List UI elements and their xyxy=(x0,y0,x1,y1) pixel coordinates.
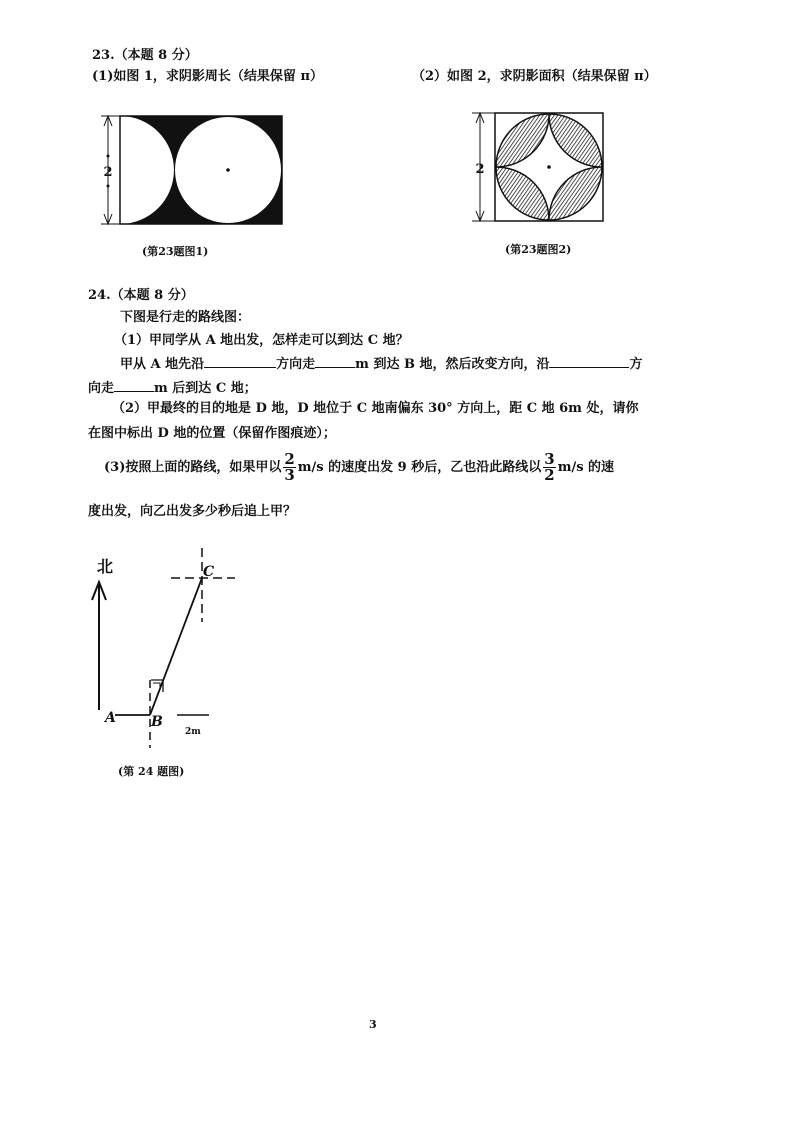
q24-intro: 下图是行走的路线图： xyxy=(120,310,251,325)
q24-p3-text-b: m/s 的速度出发 9 秒后，乙也沿此路线以 xyxy=(297,460,542,475)
point-a-label: A xyxy=(105,710,116,726)
north-label: 北 xyxy=(97,557,114,576)
fraction-two-thirds xyxy=(283,452,295,483)
point-c-label: C xyxy=(203,564,215,580)
page-number: 3 xyxy=(369,1018,377,1031)
q23-figure-1 xyxy=(95,108,290,233)
scale-label: 2m xyxy=(185,727,201,737)
q24-p1-text-a: 甲从 A 地先沿 xyxy=(120,357,205,372)
q23-fig1-caption: (第23题图1) xyxy=(142,245,209,258)
q24-p1-text-b: 方向走 xyxy=(276,357,316,372)
direction-blank-1[interactable] xyxy=(204,354,276,368)
q24-part2-line1: （2）甲最终的目的地是 D 地，D 地位于 C 地南偏东 30° 方向上，距 C 地 6m 处，请你 xyxy=(112,401,639,416)
q24-part1-question: （1）甲同学从 A 地出发，怎样走可以到达 C 地？ xyxy=(114,333,409,348)
fraction-three-halves xyxy=(543,452,555,483)
q24-p1-text-d: 方 xyxy=(629,357,643,372)
q24-p1-text-f: m 后到达 C 地； xyxy=(154,381,257,396)
q23-fig2-caption: (第23题图2) xyxy=(505,243,572,256)
q24-p3-text-c: m/s 的速 xyxy=(557,460,615,475)
fig2-dimension-label: 2 xyxy=(475,162,485,177)
q23-part1: (1)如图 1，求阴影周长（结果保留 π） xyxy=(92,69,323,84)
q23-heading: 23.（本题 8 分） xyxy=(92,48,198,63)
q24-p1-text-c: m 到达 B 地，然后改变方向，沿 xyxy=(355,357,550,372)
distance-blank-2[interactable] xyxy=(114,378,154,392)
q24-part2-line2: 在图中标出 D 地的位置（保留作图痕迹）； xyxy=(88,426,336,441)
point-b-label: B xyxy=(151,714,163,730)
distance-blank-1[interactable] xyxy=(315,354,355,368)
q24-part3-line1 xyxy=(104,452,614,483)
q24-fig-caption: (第 24 题图) xyxy=(118,765,185,778)
frac2-numerator: 3 xyxy=(544,450,555,468)
q24-part1-answer-line1 xyxy=(120,353,643,372)
frac1-numerator: 2 xyxy=(284,450,295,468)
q24-route-map xyxy=(85,540,255,755)
fig1-dimension-label: 2 xyxy=(103,165,113,180)
q24-part3-line2: 度出发，向乙出发多少秒后追上甲？ xyxy=(88,504,297,519)
q24-p1-text-e: 向走 xyxy=(88,381,115,396)
direction-blank-2[interactable] xyxy=(549,354,629,368)
q23-figure-2 xyxy=(462,105,612,230)
frac2-denominator: 2 xyxy=(544,466,555,484)
q24-heading: 24.（本题 8 分） xyxy=(88,288,194,303)
frac1-denominator: 3 xyxy=(284,466,295,484)
q24-part1-answer-line2 xyxy=(88,377,257,396)
q24-p3-text-a: (3)按照上面的路线，如果甲以 xyxy=(104,460,282,475)
q23-part2: （2）如图 2，求阴影面积（结果保留 π） xyxy=(412,69,657,84)
